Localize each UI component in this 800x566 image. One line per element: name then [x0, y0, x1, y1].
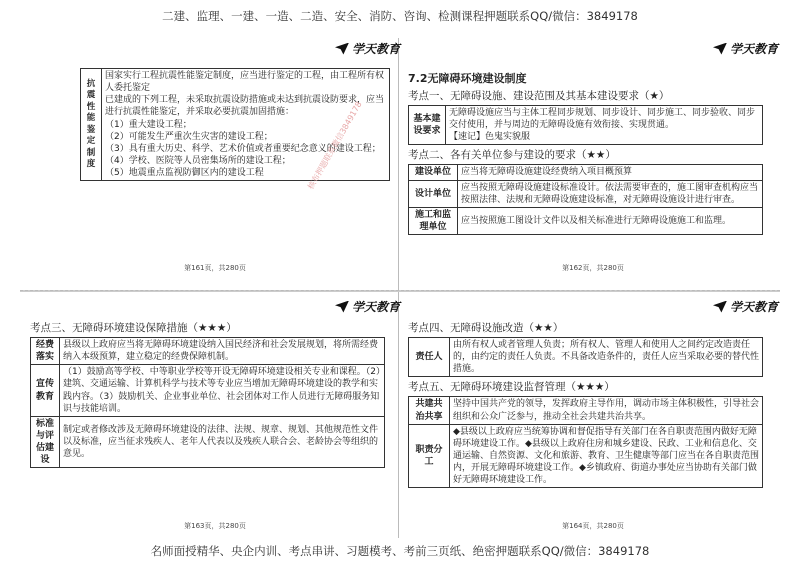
page-161	[30, 40, 400, 275]
logo: 学天教育	[335, 40, 400, 57]
header-banner: 二建、监理、一建、一造、二造、安全、消防、咨询、检测课程押题联系QQ/微信：3849178	[162, 9, 638, 23]
kp1-table: 基本建设要求 无障碍设施应当与主体工程同步规划、同步设计、同步施工、同步验收、同步交付使用，并与周边的无障碍设施有效衔接、实现贯通。 【速记】色鬼实貌服	[408, 105, 763, 145]
logo-icon	[335, 43, 349, 55]
watermark: 核布押题联系微信3849178	[306, 100, 364, 191]
logo-icon	[335, 301, 349, 313]
kp4-table: 责任人 由所有权人或者管理人负责；所有权人、管理人和使用人之间约定改造责任的，由约定的责任人负责。不具备改造条件的，责任人应当采取必要的替代性措施。	[408, 337, 763, 377]
row-label: 抗震性能鉴定制度	[81, 69, 102, 181]
kp1-heading: 考点一、无障碍设施、建设范围及其基本建设要求（★）	[408, 90, 670, 102]
horizontal-divider	[20, 290, 780, 292]
kp2-table: 建设单位 应当将无障碍设施建设经费纳入项目概预算 设计单位 应当按照无障碍设施建设标准设计。依法需要审查的，施工图审查机构应当按照法律、法规和无障碍设施建设标准，对无障碍设施设计进行审查。 施工和监理单位 应当按照施工图设计文件以及相关标准进行无障碍设施施工和监理。	[408, 164, 763, 235]
page-number: 第161页，共280页	[184, 264, 246, 272]
page-162	[408, 40, 778, 275]
kp5-heading: 考点五、无障碍环境建设监督管理（★★★）	[408, 381, 615, 394]
page-number: 第163页，共280页	[184, 522, 246, 530]
logo: 学天教育	[335, 298, 400, 315]
page-number: 第162页，共280页	[562, 264, 624, 272]
kp3-table: 经费落实 县级以上政府应当将无障碍环境建设纳入国民经济和社会发展规划，将所需经费纳入本级预算，建立稳定的经费保障机制。 宣传教育 （1）鼓励高等学校、中等职业学校等开设无障碍环境建设相关专业和课程。（2）建筑、交通运输、计算机科学与技术等专业应当增加无障碍环境建设的教学和实践内容。（3）鼓励机关、企业事业单位、社会团体对工作人员进行无障碍服务知识与技能培训。 标准与评估建设 制定或者修改涉及无障碍环境建设的法律、法规、规章、规划、其他规范性文件以及标准，应当征求残疾人、老年人代表以及残疾人联合会、老龄协会等组织的意见。	[30, 337, 385, 468]
seismic-content: 国家实行工程抗震性能鉴定制度，应当进行鉴定的工程，由工程所有权人委托鉴定 已建成的下列工程，未采取抗震设防措施或未达到抗震设防要求，应当进行抗震性能鉴定，并采取必要抗震加固措施： （1）重大建设工程； （2）可能发生严重次生灾害的建设工程； （3）具有重大历史、科学、艺术价值或者重要纪念意义的建设工程； （4）学校、医院等人员密集场所的建设工程； （5）地震重点监视防御区内的建设工程	[102, 69, 390, 181]
kp5-table: 共建共治共享 坚持中国共产党的领导，发挥政府主导作用，调动市场主体积极性，引导社会组织和公众广泛参与，推动全社会共建共治共享。 职责分工 ◆县级以上政府应当统筹协调和督促指导有关部门在各自职责范围内做好无障碍环境建设工作。◆县级以上政府住房和城乡建设、民政、工业和信息化、交通运输、自然资源、文化和旅游、教育、卫生健康等部门应当在各自职责范围内，开展无障碍环境建设工作。◆乡镇政府、街道办事处应当协助有关部门做好无障碍环境建设工作。	[408, 396, 763, 488]
page-163	[30, 298, 400, 533]
logo: 学天教育	[713, 298, 778, 315]
logo-icon	[713, 43, 727, 55]
kp3-heading: 考点三、无障碍环境建设保障措施（★★★）	[30, 322, 237, 334]
section-title: 7.2无障碍环境建设制度	[408, 72, 527, 85]
kp2-heading: 考点二、各有关单位参与建设的要求（★★）	[408, 149, 616, 162]
logo: 学天教育	[713, 40, 778, 57]
logo-icon	[713, 301, 727, 313]
page-number: 第164页，共280页	[562, 522, 624, 530]
footer-banner: 名师面授精华、央企内训、考点串讲、习题模考、考前三页纸、绝密押题联系QQ/微信：3849178	[150, 544, 650, 558]
kp4-heading: 考点四、无障碍设施改造（★★）	[408, 322, 564, 334]
page-164	[408, 298, 778, 533]
